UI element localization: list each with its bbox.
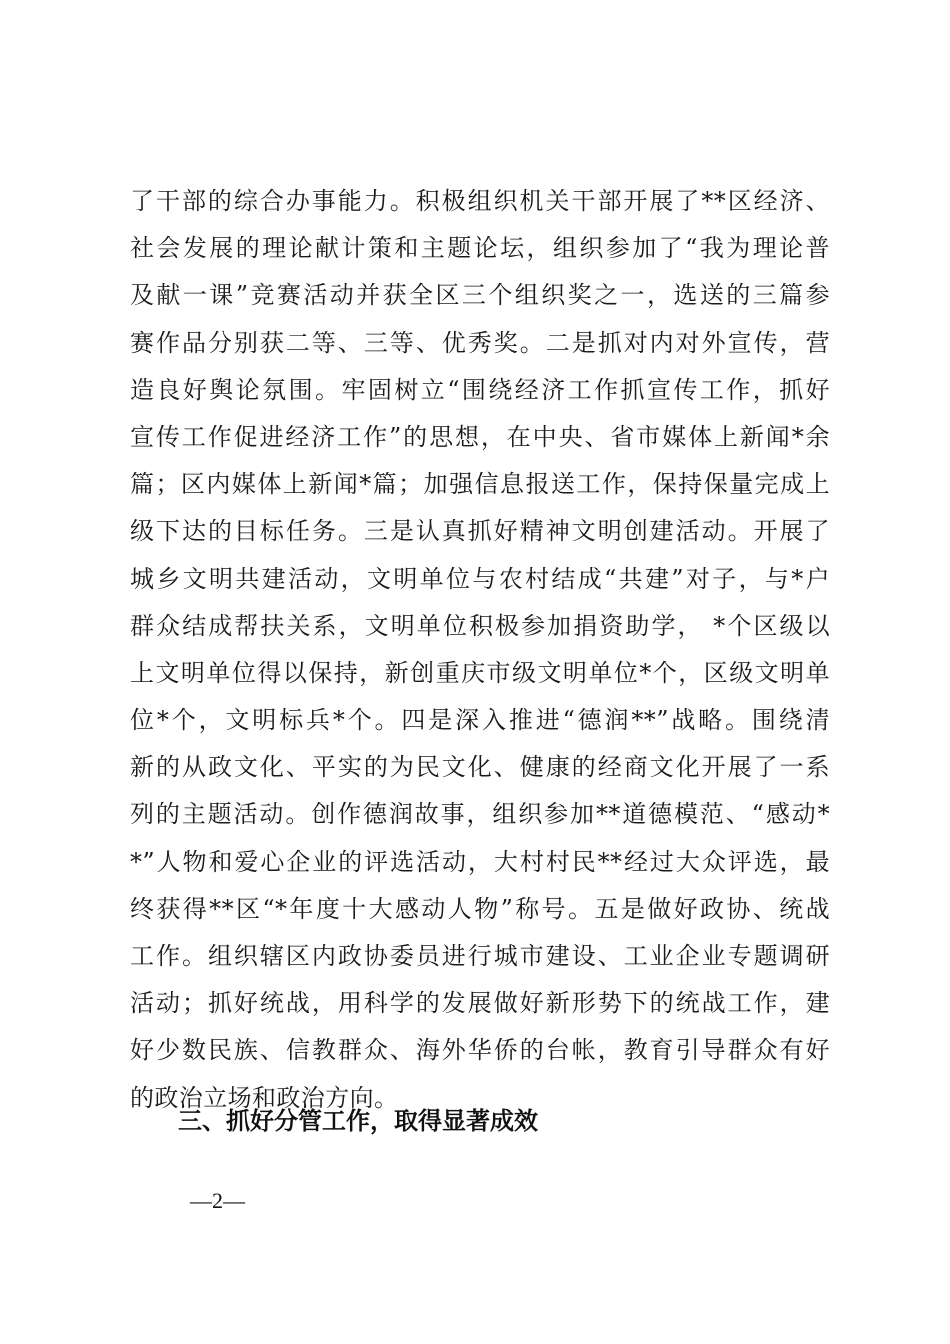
text-line: 上文明单位得以保持，新创重庆市级文明单位*个，区级文明单: [130, 658, 830, 687]
section-heading: 三、抓好分管工作，取得显著成效: [178, 1107, 538, 1135]
text-line: 工作。组织辖区内政协委员进行城市建设、工业企业专题调研: [130, 942, 830, 970]
text-line: 群众结成帮扶关系，文明单位积极参加捐资助学， *个区级以: [130, 611, 830, 640]
text-line: 赛作品分别获二等、三等、优秀奖。二是抓对内对外宣传，营: [130, 328, 830, 357]
text-line: 级下达的目标任务。三是认真抓好精神文明创建活动。开展了: [130, 517, 830, 546]
text-line-last: 的政治立场和政治方向。: [130, 1083, 399, 1112]
text-line: 及献一课”竞赛活动并获全区三个组织奖之一，选送的三篇参: [130, 281, 830, 310]
text-line: 列的主题活动。创作德润故事，组织参加**道德模范、“感动*: [130, 800, 830, 829]
text-line: 造良好舆论氛围。牢固树立“围绕经济工作抓宣传工作，抓好: [130, 375, 830, 404]
text-line: 好少数民族、信教群众、海外华侨的台帐，教育引导群众有好: [130, 1036, 830, 1065]
text-line: 城乡文明共建活动，文明单位与农村结成“共建”对子，与*户: [130, 564, 830, 593]
page-number: —2—: [190, 1188, 245, 1213]
text-line: 活动；抓好统战，用科学的发展做好新形势下的统战工作，建: [130, 989, 830, 1018]
text-line: 位*个，文明标兵*个。四是深入推进“德润**”战略。围绕清: [130, 706, 830, 735]
text-line: 终获得**区“*年度十大感动人物”称号。五是做好政协、统战: [130, 894, 830, 923]
text-line: 宣传工作促进经济工作”的思想，在中央、省市媒体上新闻*余: [130, 422, 830, 451]
text-line: 了干部的综合办事能力。积极组织机关干部开展了**区经济、: [130, 187, 830, 215]
text-line: *”人物和爱心企业的评选活动，大村村民**经过大众评选，最: [130, 847, 830, 876]
text-line: 篇；区内媒体上新闻*篇；加强信息报送工作，保持保量完成上: [130, 470, 830, 499]
text-line: 社会发展的理论献计策和主题论坛，组织参加了“我为理论普: [130, 234, 830, 263]
text-line: 新的从政文化、平实的为民文化、健康的经商文化开展了一系: [130, 753, 830, 782]
body-paragraph: [130, 178, 830, 1122]
